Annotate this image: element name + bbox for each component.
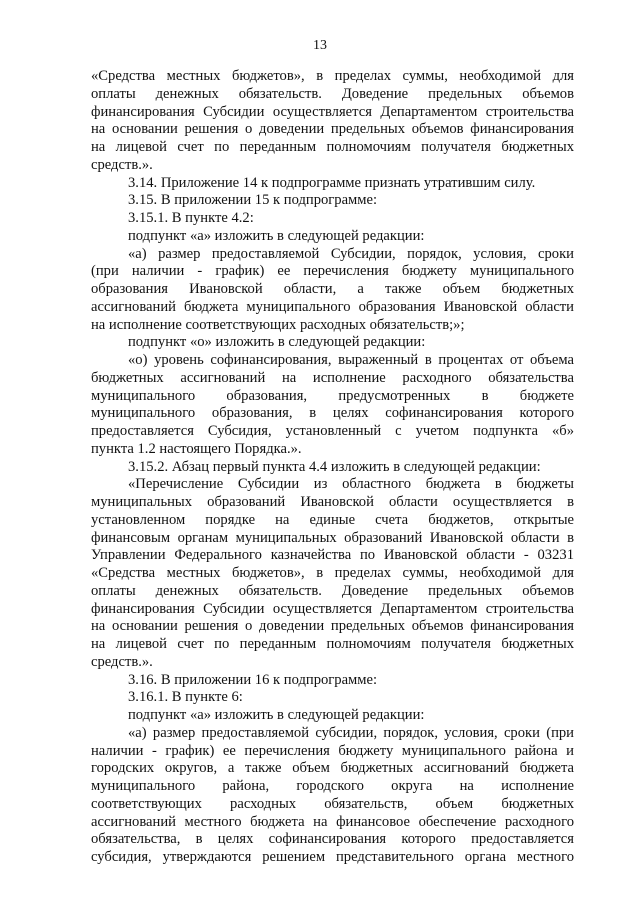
text-line: субсидия, утверждаются решением представительного органа местного <box>91 849 574 865</box>
text-line: наличии - график) ее перечисления бюджету муниципального района и <box>91 742 574 759</box>
text-line: «о) уровень софинансирования, выраженный в процентах от объема <box>128 352 574 368</box>
text-line: средств.». <box>91 156 153 173</box>
text-line: (при наличии - график) ее перечисления бюджету муниципального <box>91 263 574 280</box>
text-line: на основании решения о доведении предельных объемов финансирования <box>91 618 574 635</box>
text-line: бюджетных ассигнований на исполнение расходного обязательства <box>91 369 574 386</box>
text-line: на лицевой счет по переданным полномочиям получателя бюджетных <box>91 636 574 652</box>
text-line: на исполнение соответствующих расходных обязательств;»; <box>91 316 465 333</box>
text-line: ассигнований бюджета муниципального образования Ивановской области <box>91 298 574 315</box>
text-line: образования Ивановской области, а также объем бюджетных <box>91 281 574 297</box>
text-line: соответствующих расходных обязательств, объем бюджетных <box>91 795 574 812</box>
text-line: муниципального образования, в целях софинансирования которого <box>91 405 574 422</box>
text-line: подпункт «а» изложить в следующей редакции: <box>128 707 425 723</box>
text-line: 3.15.1. В пункте 4.2: <box>128 210 254 226</box>
text-line: обязательства, в целях софинансирования которого предоставляется <box>91 831 574 848</box>
text-line: 3.16. В приложении 16 к подпрограмме: <box>128 671 378 688</box>
text-line: на основании решения о доведении предельных объемов финансирования <box>91 121 574 138</box>
text-line: 3.15.2. Абзац первый пункта 4.4 изложить в следующей редакции: <box>128 458 541 475</box>
text-line: подпункт «о» изложить в следующей редакции: <box>128 334 426 351</box>
text-line: «Перечисление Субсидии из областного бюджета в бюджеты <box>128 476 574 493</box>
text-line: оплаты денежных обязательств. Доведение предельных объемов <box>91 582 574 599</box>
text-line: на лицевой счет по переданным полномочиям получателя бюджетных <box>91 139 574 155</box>
text-line: 3.14. Приложение 14 к подпрограмме признать утратившим силу. <box>128 174 536 191</box>
text-line: «Средства местных бюджетов», в пределах суммы, необходимой для <box>91 68 574 84</box>
text-line: средств.». <box>91 653 153 670</box>
text-line: финансирования Субсидии осуществляется Департаментом строительства <box>91 103 574 120</box>
text-line: установленном порядке на единые счета бюджетов, открытые <box>91 511 574 528</box>
text-line: «а) размер предоставляемой Субсидии, порядок, условия, сроки <box>128 245 574 262</box>
text-line: Управлении Федерального казначейства по Ивановской области - 03231 <box>91 547 574 564</box>
text-line: 3.16.1. В пункте 6: <box>128 689 243 706</box>
page-number: 13 <box>313 38 327 53</box>
text-line: предоставляется Субсидия, установленный с учетом подпункта «б» <box>91 423 574 439</box>
text-line: муниципального района, городского округа на исполнение <box>91 778 574 794</box>
text-line: «а) размер предоставляемой субсидии, порядок, условия, сроки (при <box>128 724 574 741</box>
text-line: пункта 1.2 настоящего Порядка.». <box>91 440 302 457</box>
text-line: подпункт «а» изложить в следующей редакции: <box>128 227 425 244</box>
text-line: городских округов, а также объем бюджетных ассигнований бюджета <box>91 760 574 777</box>
text-line: муниципальных образований Ивановской области осуществляется в <box>91 494 574 510</box>
text-line: финансовым органам муниципальных образований Ивановской области в <box>91 529 574 546</box>
document-body <box>91 68 574 867</box>
text-line: 3.15. В приложении 15 к подпрограмме: <box>128 192 378 209</box>
text-line: муниципального образования, предусмотренных в бюджете <box>91 387 574 404</box>
text-line: оплаты денежных обязательств. Доведение предельных объемов <box>91 85 574 102</box>
text-line: финансирования Субсидии осуществляется Департаментом строительства <box>91 600 574 617</box>
text-line: «Средства местных бюджетов», в пределах суммы, необходимой для <box>91 565 574 581</box>
text-line: ассигнований местного бюджета на финансовое обеспечение расходного <box>91 813 574 830</box>
